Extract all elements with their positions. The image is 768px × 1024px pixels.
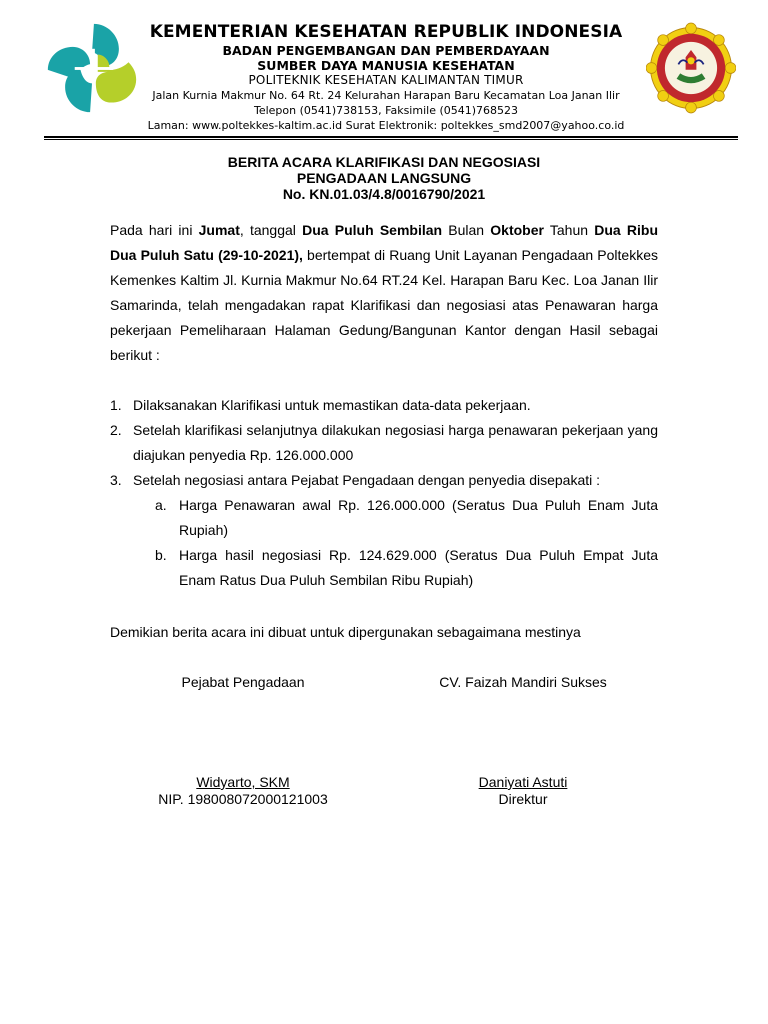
intro-year: Dua Ribu Dua Puluh Satu (29-10-2021),	[110, 222, 658, 263]
list-number: 3.	[110, 472, 122, 488]
agency-line-2: SUMBER DAYA MANUSIA KESEHATAN	[257, 58, 515, 73]
ministry-name: KEMENTERIAN KESEHATAN REPUBLIK INDONESIA	[149, 22, 623, 42]
letterhead-rule-thin	[44, 139, 738, 140]
kemenkes-logo	[44, 20, 140, 116]
letterhead-rule-thick	[44, 136, 738, 138]
right-signatory-role: CV. Faizah Mandiri Sukses	[439, 674, 607, 690]
sub-list-letter: b.	[155, 547, 167, 563]
sub-list-item	[155, 493, 658, 543]
result-list	[110, 393, 658, 593]
intro-text-1: Pada hari ini	[110, 222, 199, 238]
letterhead	[140, 21, 632, 133]
intro-date: Dua Puluh Sembilan	[302, 222, 443, 238]
right-signatory-name: Daniyati Astuti	[478, 774, 568, 790]
intro-text-3: Bulan	[442, 222, 491, 238]
intro-text-4: Tahun	[543, 222, 595, 238]
left-signatory-role: Pejabat Pengadaan	[181, 674, 305, 690]
list-item	[110, 418, 658, 468]
title-line-1: BERITA ACARA KLARIFIKASI DAN NEGOSIASI	[227, 154, 541, 170]
document-title	[110, 154, 658, 202]
sub-list-text: Harga hasil negosiasi Rp. 124.629.000 (Seratus Dua Puluh Empat Juta Enam Ratus Dua Puluh Sembilan Ribu Rupiah)	[179, 547, 658, 588]
document-number: No. KN.01.03/4.8/0016790/2021	[282, 186, 486, 202]
list-number: 1.	[110, 397, 122, 413]
intro-month: Oktober	[490, 222, 544, 238]
right-signatory-title: Direktur	[498, 791, 548, 807]
left-signatory-nip: NIP. 198008072000121003	[158, 791, 328, 807]
agency-line-1: BADAN PENGEMBANGAN DAN PEMBERDAYAAN	[222, 43, 550, 58]
left-signatory-name: Widyarto, SKM	[196, 774, 290, 790]
closing-statement: Demikian berita acara ini dibuat untuk dipergunakan sebagaimana mestinya	[110, 624, 581, 640]
sub-list-letter: a.	[155, 497, 167, 513]
list-text: Setelah negosiasi antara Pejabat Pengadaan dengan penyedia disepakati :	[133, 472, 601, 488]
intro-text-2: , tanggal	[239, 222, 303, 238]
sub-list-item	[155, 543, 658, 593]
address-line: Jalan Kurnia Makmur No. 64 Rt. 24 Kelurahan Harapan Baru Kecamatan Loa Janan Ilir	[152, 89, 620, 102]
institution-name: POLITEKNIK KESEHATAN KALIMANTAN TIMUR	[248, 73, 524, 87]
phone-line: Telepon (0541)738153, Faksimile (0541)768523	[253, 104, 519, 117]
list-item	[110, 468, 658, 493]
list-text: Setelah klarifikasi selanjutnya dilakukan negosiasi harga penawaran pekerjaan yang diajukan penyedia Rp. 126.000.000	[133, 422, 658, 463]
poltekkes-seal-logo	[646, 22, 736, 114]
sub-list-text: Harga Penawaran awal Rp. 126.000.000 (Seratus Dua Puluh Enam Juta Rupiah)	[179, 497, 658, 538]
web-line: Laman: www.poltekkes-kaltim.ac.id Surat Elektronik: poltekkes_smd2007@yahoo.co.id	[147, 119, 625, 132]
list-text: Dilaksanakan Klarifikasi untuk memastikan data-data pekerjaan.	[133, 397, 531, 413]
intro-text-5: bertempat di Ruang Unit Layanan Pengadaan Poltekkes Kemenkes Kaltim Jl. Kurnia Makmur No.64 RT.24 Kel. Harapan Baru Kec. Loa Janan Ilir Samarinda, telah mengadakan rapat Klarifikasi dan negosiasi atas Penawaran harga pekerjaan Pemeliharaan Halaman Gedung/Bangunan Kantor dengan Hasil sebagai berikut :	[110, 247, 658, 363]
list-number: 2.	[110, 422, 122, 438]
intro-day: Jumat	[198, 222, 240, 238]
intro-paragraph	[110, 218, 658, 368]
list-item	[110, 393, 658, 418]
title-line-2: PENGADAAN LANGSUNG	[296, 170, 472, 186]
